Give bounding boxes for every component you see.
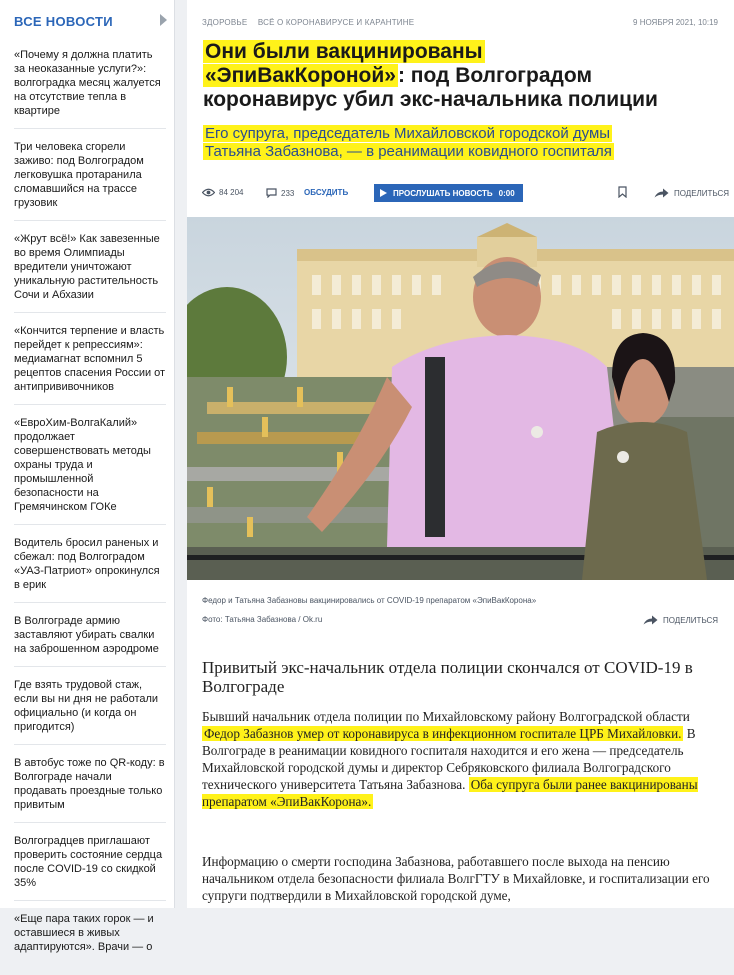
- sidebar-news-item[interactable]: Три человека сгорели заживо: под Волгоградом легковушка протаранила сломавшийся на трассе грузовик: [14, 140, 166, 221]
- photo-caption: Федор и Татьяна Забазновы вакцинировались от COVID-19 препаратом «ЭпиВакКорона»: [202, 596, 537, 605]
- eye-icon: [202, 188, 215, 197]
- article-rubrics: [202, 18, 414, 27]
- triangle-right-icon: [160, 14, 167, 26]
- comments-count: 233: [281, 188, 295, 198]
- share-button[interactable]: [654, 188, 729, 198]
- sidebar-news-item[interactable]: Водитель бросил раненых и сбежал: под Волгоградом «УАЗ-Патриот» опрокинулся в ерик: [14, 536, 166, 603]
- comment-icon: [266, 188, 277, 198]
- views-counter: [202, 188, 243, 197]
- category-link[interactable]: ЗДОРОВЬЕ: [202, 18, 248, 27]
- photo-illustration: [187, 217, 734, 580]
- text-highlight: Оба супруга были ранее вакцинированы препаратом «ЭпиВакКорона».: [202, 777, 698, 809]
- views-count: 84 204: [219, 188, 244, 197]
- publish-date: 9 НОЯБРЯ 2021, 10:19: [633, 18, 718, 27]
- listen-label: ПРОСЛУШАТЬ НОВОСТЬ: [393, 188, 493, 198]
- sidebar-news-item[interactable]: «Еще пара таких горок — и оставшиеся в живых адаптируются». Врачи — о: [14, 913, 154, 953]
- sidebar-news-item[interactable]: Волгоградцев приглашают проверить состояние сердца после COVID-19 со скидкой 35%: [14, 834, 166, 901]
- discuss-link[interactable]: ОБСУДИТЬ: [304, 188, 349, 197]
- article-toolbar: [202, 184, 730, 204]
- subheadline-line: Его супруга, председатель Михайловской городской думы: [205, 125, 611, 142]
- photo-share-button[interactable]: [643, 615, 718, 625]
- headline-highlight: Они были вакцинированы: [205, 40, 483, 63]
- sidebar-news-item[interactable]: «Кончится терпение и власть перейдет к репрессиям»: медиамагнат вспомнил 5 рецептов спасения России от антипрививочников: [14, 324, 166, 405]
- comments-counter[interactable]: [266, 188, 294, 198]
- listen-news-button[interactable]: [374, 184, 523, 202]
- bookmark-button[interactable]: [618, 186, 627, 200]
- sidebar-news-item[interactable]: Где взять трудовой стаж, если вы ни дня не работали официально (и когда он пригодится): [14, 678, 166, 745]
- share-label: ПОДЕЛИТЬСЯ: [674, 188, 730, 198]
- section-heading: Привитый экс-начальник отдела полиции скончался от COVID-19 в Волгограде: [202, 658, 693, 696]
- paragraph-text: Бывший начальник отдела полиции по Михайловскому району Волгоградской области: [202, 709, 690, 724]
- paragraph-text: В Волгограде в реанимации ковидного госпиталя находится и его жена — председатель Михайловской городской думы и директор Себряковского филиала Волгоградского технического университета Татьяна Забазнова.: [202, 726, 696, 792]
- share-arrow-icon: [643, 615, 658, 625]
- article-photo[interactable]: [187, 217, 734, 580]
- article-paragraph: Информацию о смерти господина Забазнова, работавшего после выхода на пенсию начальником отдела безопасности филиала ВолгГТУ в Михайловке, и госпитализации его супруги подтвердили в Михайловской городской думе,: [202, 854, 710, 903]
- share-label: ПОДЕЛИТЬСЯ: [663, 615, 719, 625]
- article-headline: [203, 40, 723, 112]
- sidebar-news-item[interactable]: «Почему я должна платить за неоказанные услуги?»: волгоградка месяц жалуется на отсутствие тепла в квартире: [14, 48, 166, 129]
- sidebar-news-item[interactable]: В Волгограде армию заставляют убирать свалки на заброшенном аэродроме: [14, 614, 166, 667]
- sidebar-news-item[interactable]: «Жрут всё!» Как завезенные во время Олимпиады вредители уничтожают уникальную растительность Сочи и Абхазии: [14, 232, 166, 313]
- news-sidebar: [0, 0, 175, 953]
- article-main: [187, 0, 734, 908]
- article-subheadline: [203, 125, 703, 161]
- sidebar-news-item[interactable]: «ЕвроХим-ВолгаКалий» продолжает совершенствовать методы охраны труда и промышленной безопасности на Гремячинском ГОКе: [14, 416, 166, 525]
- tag-link[interactable]: ВСЁ О КОРОНАВИРУСЕ И КАРАНТИНЕ: [257, 18, 415, 27]
- text-highlight: Федор Забазнов умер от коронавируса в инфекционном госпитале ЦРБ Михайловки.: [204, 726, 682, 741]
- headline-text: : под Волгоградом коронавирус убил экс-начальника полиции: [203, 64, 658, 111]
- share-arrow-icon: [654, 188, 669, 198]
- bookmark-icon: [618, 186, 627, 198]
- listen-time: 0:00: [498, 188, 515, 198]
- headline-highlight: «ЭпиВакКороной»: [205, 64, 396, 87]
- sidebar-news-list: [14, 48, 166, 975]
- sidebar-title[interactable]: ВСЕ НОВОСТИ: [14, 14, 113, 29]
- play-icon: [380, 189, 387, 197]
- subheadline-line: Татьяна Забазнова, — в реанимации ковидного госпиталя: [205, 143, 612, 160]
- sidebar-news-item[interactable]: В автобус тоже по QR-коду: в Волгограде начали продавать проездные только привитым: [14, 756, 166, 823]
- article-paragraph: [202, 708, 722, 810]
- photo-credit: Фото: Татьяна Забазнова / Ok.ru: [202, 615, 323, 624]
